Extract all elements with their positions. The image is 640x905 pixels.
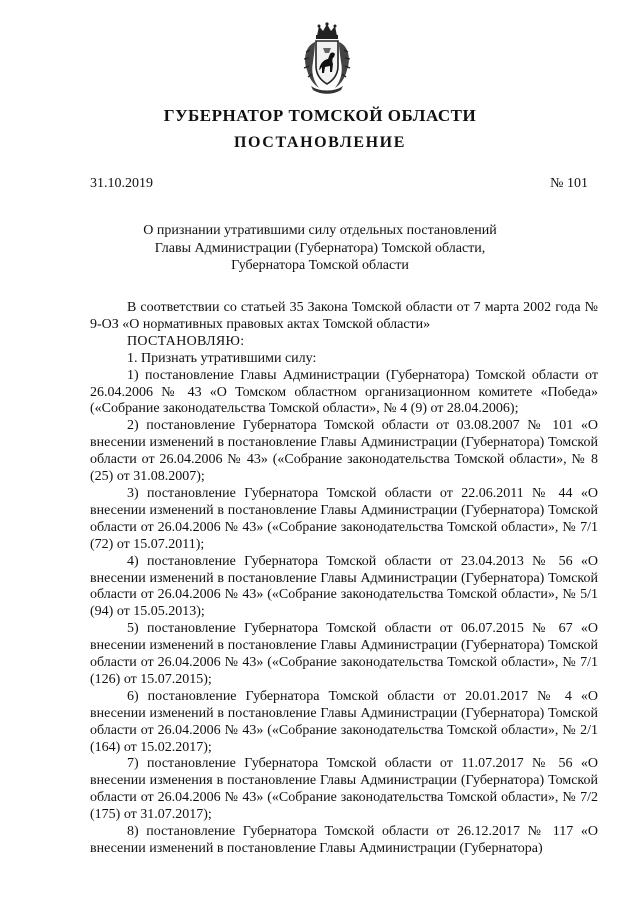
list-item: 3) постановление Губернатора Томской области от 22.06.2011 № 44 «О внесении изменений в постановление Главы Администрации (Губернатора) Томской области от 26.04.2006 № 43» («Собрание законодательства Томской области», № 7/1 (72) от 15.07.2011);	[90, 485, 598, 552]
list-item: 5) постановление Губернатора Томской области от 06.07.2015 № 67 «О внесении изменений в постановление Главы Администрации (Губернатора) Томской области от 26.04.2006 № 43» («Собрание законодательства Томской области», № 7/1 (126) от 15.07.2015);	[90, 621, 598, 687]
document-subject	[0, 222, 640, 275]
subject-line: Главы Администрации (Губернатора) Томской области,	[154, 240, 486, 256]
document-date: 31.10.2019	[90, 176, 153, 191]
list-item: 8) постановление Губернатора Томской области от 26.12.2017 № 117 «О внесении изменений в постановление Главы Администрации (Губернатора)	[90, 824, 598, 856]
list-item: 4) постановление Губернатора Томской области от 23.04.2013 № 56 «О внесении изменений в постановление Главы Администрации (Губернатора) Томской области от 26.04.2006 № 43» («Собрание законодательства Томской области», № 5/1 (94) от 15.05.2013);	[90, 553, 598, 620]
document-type: ПОСТАНОВЛЕНИЕ	[234, 134, 406, 151]
organization-title: ГУБЕРНАТОР ТОМСКОЙ ОБЛАСТИ	[163, 106, 477, 125]
subject-line: Губернатора Томской области	[231, 258, 409, 273]
subject-line: О признании утратившими силу отдельных постановлений	[143, 223, 497, 238]
tomsk-region-coat-of-arms-icon	[301, 22, 353, 94]
list-item: 6) постановление Губернатора Томской области от 20.01.2017 № 4 «О внесении изменений в постановление Главы Администрации (Губернатора) Томской области от 26.04.2006 № 43» («Собрание законодательства Томской области», № 2/1 (164) от 15.02.2017);	[90, 688, 598, 755]
document-body	[90, 300, 598, 858]
clause-heading: 1. Признать утратившими силу:	[127, 350, 317, 366]
decree-word: ПОСТАНОВЛЯЮ:	[127, 333, 245, 349]
list-item: 1) постановление Главы Администрации (Губернатора) Томской области от 26.04.2006 № 43 «О Томском областном организационном комитете «Победа» («Собрание законодательства Томской области», № 4 (9) от 28.04.2006);	[90, 367, 598, 417]
document-number: № 101	[550, 176, 588, 191]
list-item: 2) постановление Губернатора Томской области от 03.08.2007 № 101 «О внесении изменений в постановление Главы Администрации (Губернатора) Томской области от 26.04.2006 № 43» («Собрание законодательства Томской области», № 8 (25) от 31.08.2007);	[90, 418, 598, 485]
list-item: 7) постановление Губернатора Томской области от 11.07.2017 № 56 «О внесении изменения в постановление Главы Администрации (Губернатора) Томской области от 26.04.2006 № 43» («Собрание законодательства Томской области», № 7/2 (175) от 31.07.2017);	[90, 756, 598, 823]
preamble-paragraph: В соответствии со статьей 35 Закона Томской области от 7 марта 2002 года № 9-ОЗ «О нормативных правовых актах Томской области»	[90, 300, 598, 332]
